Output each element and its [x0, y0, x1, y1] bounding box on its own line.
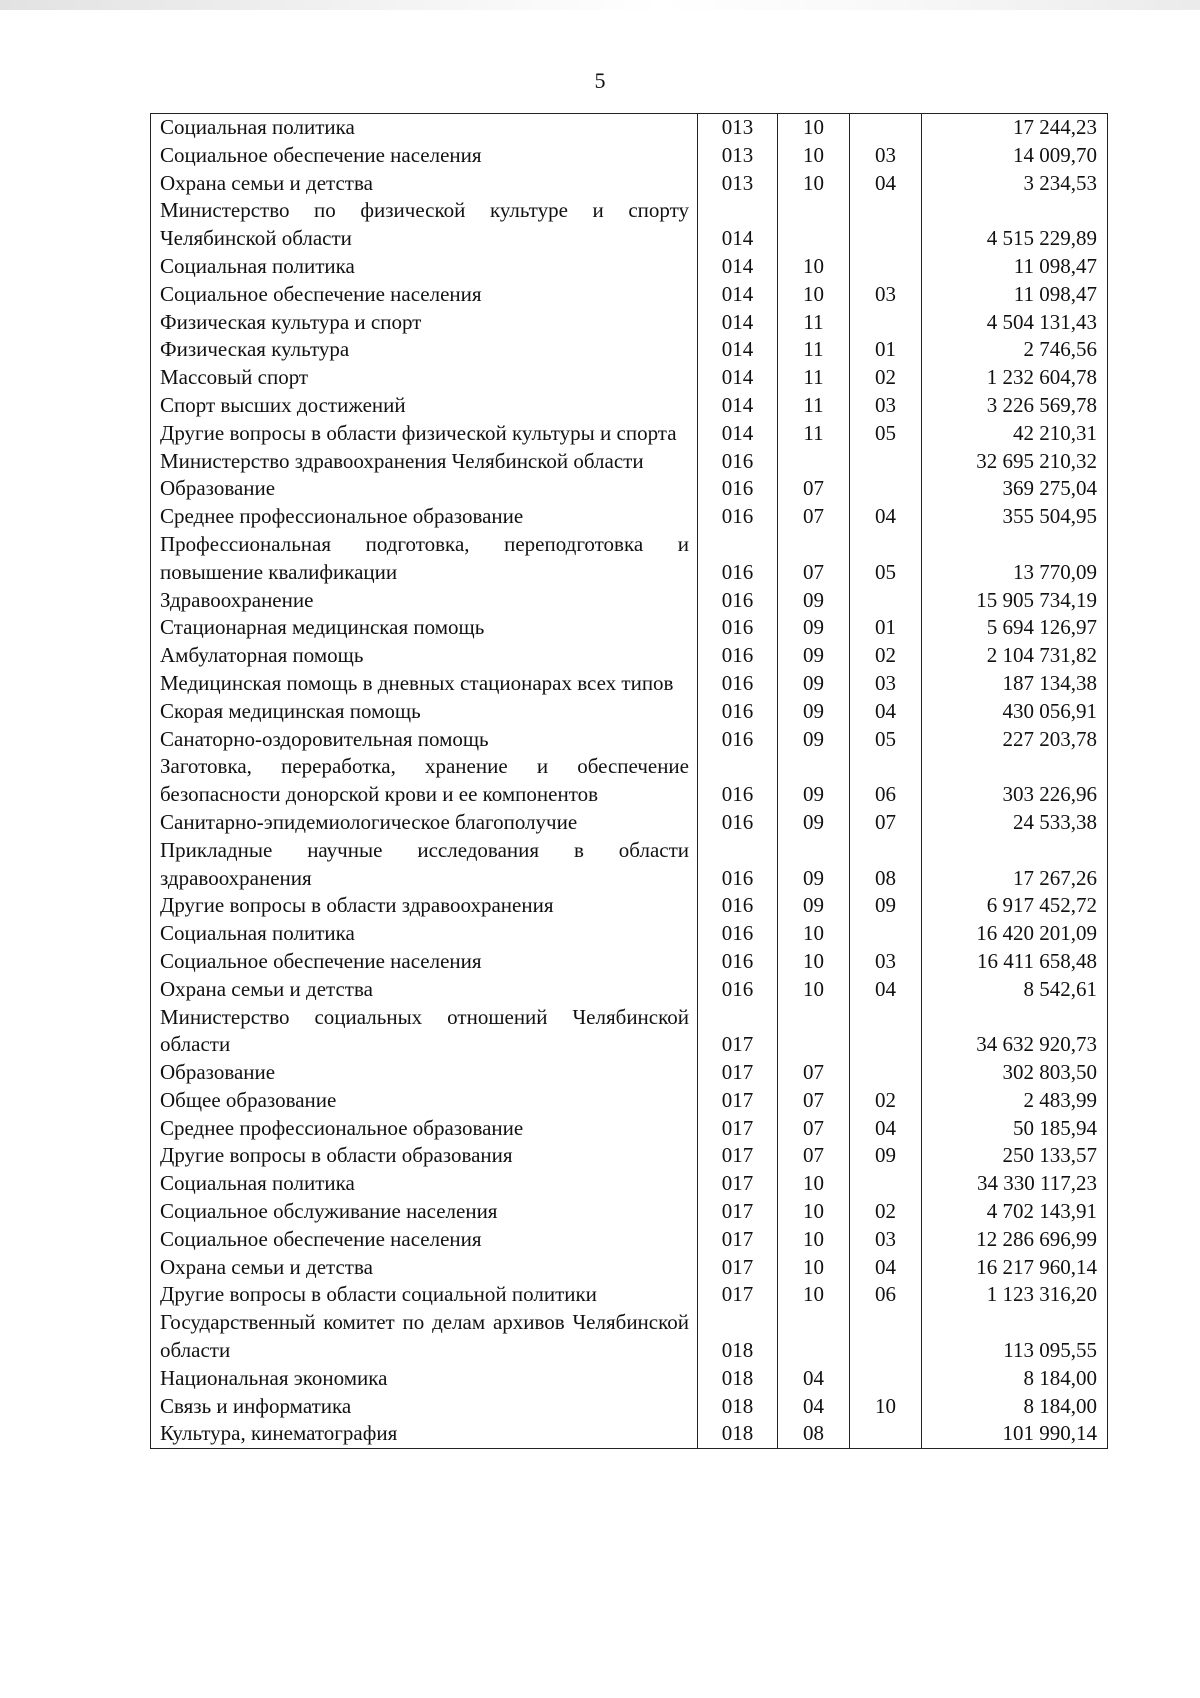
budget-table: [150, 113, 1108, 1449]
row-code: 017: [698, 1281, 778, 1309]
table-row: [151, 1393, 1108, 1421]
row-amount: 8 542,61: [922, 976, 1108, 1004]
row-name: [151, 837, 698, 893]
table-row: [151, 114, 1108, 142]
row-name-text: Социальное обеспечение населения: [160, 1226, 482, 1251]
row-section: 04: [778, 1393, 850, 1421]
row-code: 017: [698, 1115, 778, 1143]
row-amount: 16 411 658,48: [922, 948, 1108, 976]
row-code: 013: [698, 142, 778, 170]
row-amount: 1 123 316,20: [922, 1281, 1108, 1309]
row-amount: 3 234,53: [922, 170, 1108, 198]
table-row: [151, 1170, 1108, 1198]
row-section: 10: [778, 1226, 850, 1254]
row-subsection: 04: [850, 1254, 922, 1282]
row-amount: 101 990,14: [922, 1420, 1108, 1448]
row-name-text: Стационарная медицинская помощь: [160, 615, 485, 640]
row-name-text: Социальная политика: [160, 1171, 355, 1196]
row-amount: 15 905 734,19: [922, 587, 1108, 615]
row-subsection: [850, 1365, 922, 1393]
row-name: [151, 1393, 698, 1421]
table-row: [151, 1309, 1108, 1365]
row-name: [151, 642, 698, 670]
row-amount: 302 803,50: [922, 1059, 1108, 1087]
row-code: 017: [698, 1170, 778, 1198]
row-subsection: [850, 1170, 922, 1198]
row-subsection: 03: [850, 392, 922, 420]
row-name: [151, 1226, 698, 1254]
row-name: [151, 976, 698, 1004]
row-name-text: Связь и информатика: [160, 1393, 352, 1418]
row-amount: 17 267,26: [922, 837, 1108, 893]
row-name: [151, 892, 698, 920]
table-row: [151, 698, 1108, 726]
row-amount: 13 770,09: [922, 531, 1108, 587]
table-row: [151, 1142, 1108, 1170]
row-subsection: 04: [850, 976, 922, 1004]
row-subsection: 04: [850, 170, 922, 198]
row-code: 016: [698, 726, 778, 754]
row-name-text: Социальное обеспечение населения: [160, 948, 482, 973]
row-section: 11: [778, 336, 850, 364]
table-row: [151, 309, 1108, 337]
row-subsection: [850, 1420, 922, 1448]
row-name-text: Министерство по физической культуре и спорту Челябинской области: [160, 198, 689, 251]
row-name: [151, 1142, 698, 1170]
row-amount: 227 203,78: [922, 726, 1108, 754]
row-name: [151, 587, 698, 615]
row-subsection: [850, 309, 922, 337]
row-section: 09: [778, 837, 850, 893]
row-section: 09: [778, 614, 850, 642]
row-section: 07: [778, 503, 850, 531]
row-name-text: Образование: [160, 1060, 276, 1085]
row-code: 014: [698, 420, 778, 448]
page-number: 5: [594, 68, 606, 93]
row-name: [151, 475, 698, 503]
row-name-text: Скорая медицинская помощь: [160, 698, 421, 723]
row-name: [151, 1198, 698, 1226]
row-amount: 2 104 731,82: [922, 642, 1108, 670]
row-name: [151, 753, 698, 809]
row-amount: 16 420 201,09: [922, 920, 1108, 948]
row-amount: 250 133,57: [922, 1142, 1108, 1170]
row-section: 10: [778, 281, 850, 309]
table-row: [151, 753, 1108, 809]
row-amount: 8 184,00: [922, 1393, 1108, 1421]
row-section: 09: [778, 753, 850, 809]
row-name: [151, 142, 698, 170]
row-section: 10: [778, 920, 850, 948]
row-name-text: Социальная политика: [160, 253, 355, 278]
table-row: [151, 920, 1108, 948]
row-amount: 8 184,00: [922, 1365, 1108, 1393]
row-subsection: 03: [850, 1226, 922, 1254]
row-name-text: Социальное обслуживание населения: [160, 1199, 498, 1224]
row-section: [778, 1004, 850, 1060]
row-section: 07: [778, 1115, 850, 1143]
row-code: 017: [698, 1059, 778, 1087]
row-subsection: 02: [850, 364, 922, 392]
table-row: [151, 281, 1108, 309]
row-name-text: Охрана семьи и детства: [160, 1254, 373, 1279]
row-name: [151, 281, 698, 309]
row-subsection: [850, 197, 922, 253]
row-code: 018: [698, 1365, 778, 1393]
row-subsection: 05: [850, 531, 922, 587]
row-code: 016: [698, 531, 778, 587]
row-code: 013: [698, 114, 778, 142]
row-name: [151, 197, 698, 253]
row-code: 018: [698, 1309, 778, 1365]
row-amount: 1 232 604,78: [922, 364, 1108, 392]
row-code: 016: [698, 642, 778, 670]
row-name: [151, 364, 698, 392]
row-section: 07: [778, 1059, 850, 1087]
table-row: [151, 336, 1108, 364]
table-row: [151, 1226, 1108, 1254]
row-amount: 34 330 117,23: [922, 1170, 1108, 1198]
row-code: 016: [698, 448, 778, 476]
row-code: 014: [698, 392, 778, 420]
row-subsection: [850, 1004, 922, 1060]
table-row: [151, 1281, 1108, 1309]
row-name-text: Профессиональная подготовка, переподготовка и повышение квалификации: [160, 531, 689, 584]
row-name: [151, 670, 698, 698]
row-amount: 11 098,47: [922, 253, 1108, 281]
row-subsection: [850, 1059, 922, 1087]
table-row: [151, 1059, 1108, 1087]
row-subsection: [850, 114, 922, 142]
row-code: 016: [698, 948, 778, 976]
row-name: [151, 531, 698, 587]
row-name-text: Министерство здравоохранения Челябинской области: [160, 448, 644, 473]
row-code: 017: [698, 1198, 778, 1226]
row-subsection: 08: [850, 837, 922, 893]
row-code: 016: [698, 976, 778, 1004]
row-section: 10: [778, 1281, 850, 1309]
row-name: [151, 392, 698, 420]
row-code: 017: [698, 1226, 778, 1254]
table-body: [151, 114, 1108, 1449]
row-section: 10: [778, 948, 850, 976]
row-section: 11: [778, 420, 850, 448]
row-name-text: Среднее профессиональное образование: [160, 504, 524, 529]
row-name-text: Охрана семьи и детства: [160, 170, 373, 195]
row-code: 016: [698, 614, 778, 642]
row-name: [151, 698, 698, 726]
table-row: [151, 614, 1108, 642]
row-amount: 430 056,91: [922, 698, 1108, 726]
table-row: [151, 170, 1108, 198]
row-amount: 2 746,56: [922, 336, 1108, 364]
row-amount: 369 275,04: [922, 475, 1108, 503]
row-name-text: Другие вопросы в области социальной политики: [160, 1282, 597, 1307]
row-subsection: 09: [850, 1142, 922, 1170]
row-section: [778, 197, 850, 253]
row-subsection: 06: [850, 1281, 922, 1309]
row-name-text: Прикладные научные исследования в области здравоохранения: [160, 837, 689, 890]
row-code: 016: [698, 587, 778, 615]
row-subsection: 07: [850, 809, 922, 837]
row-name: [151, 336, 698, 364]
row-subsection: 04: [850, 503, 922, 531]
table-row: [151, 197, 1108, 253]
row-section: [778, 448, 850, 476]
row-subsection: 02: [850, 1198, 922, 1226]
table-row: [151, 1420, 1108, 1448]
row-code: 014: [698, 364, 778, 392]
row-section: 09: [778, 698, 850, 726]
row-code: 018: [698, 1420, 778, 1448]
row-amount: 11 098,47: [922, 281, 1108, 309]
row-name-text: Общее образование: [160, 1087, 337, 1112]
table-row: [151, 726, 1108, 754]
row-code: 016: [698, 892, 778, 920]
row-name-text: Образование: [160, 476, 276, 501]
row-subsection: [850, 253, 922, 281]
table-row: [151, 1254, 1108, 1282]
row-amount: 303 226,96: [922, 753, 1108, 809]
row-section: 10: [778, 114, 850, 142]
row-subsection: 09: [850, 892, 922, 920]
row-amount: 34 632 920,73: [922, 1004, 1108, 1060]
row-section: 10: [778, 1170, 850, 1198]
row-name-text: Социальная политика: [160, 921, 355, 946]
scan-edge-artifact: [0, 0, 1200, 10]
row-code: 017: [698, 1087, 778, 1115]
row-name-text: Национальная экономика: [160, 1365, 388, 1390]
table-row: [151, 253, 1108, 281]
table-row: [151, 1087, 1108, 1115]
row-subsection: [850, 920, 922, 948]
row-section: 11: [778, 392, 850, 420]
row-amount: 14 009,70: [922, 142, 1108, 170]
row-code: 014: [698, 336, 778, 364]
row-subsection: 02: [850, 1087, 922, 1115]
row-code: 016: [698, 698, 778, 726]
row-code: 017: [698, 1254, 778, 1282]
row-section: 10: [778, 1198, 850, 1226]
row-subsection: 01: [850, 336, 922, 364]
table-row: [151, 392, 1108, 420]
row-name-text: Массовый спорт: [160, 365, 309, 390]
row-subsection: 05: [850, 726, 922, 754]
row-section: 11: [778, 364, 850, 392]
row-code: 016: [698, 503, 778, 531]
row-name: [151, 1281, 698, 1309]
row-name-text: Физическая культура: [160, 337, 350, 362]
row-subsection: 02: [850, 642, 922, 670]
table-row: [151, 1198, 1108, 1226]
row-section: 09: [778, 642, 850, 670]
table-row: [151, 837, 1108, 893]
row-amount: 187 134,38: [922, 670, 1108, 698]
table-row: [151, 1115, 1108, 1143]
row-name: [151, 614, 698, 642]
row-name-text: Среднее профессиональное образование: [160, 1115, 524, 1140]
row-amount: 355 504,95: [922, 503, 1108, 531]
row-name-text: Спорт высших достижений: [160, 392, 406, 417]
row-code: 016: [698, 475, 778, 503]
row-section: 07: [778, 1087, 850, 1115]
row-name: [151, 1087, 698, 1115]
row-name-text: Физическая культура и спорт: [160, 309, 422, 334]
row-section: 09: [778, 726, 850, 754]
row-section: 10: [778, 976, 850, 1004]
row-name: [151, 253, 698, 281]
row-name: [151, 114, 698, 142]
table-row: [151, 809, 1108, 837]
row-name-text: Культура, кинематография: [160, 1421, 398, 1446]
row-name-text: Санитарно-эпидемиологическое благополучие: [160, 809, 578, 834]
row-subsection: 06: [850, 753, 922, 809]
row-name: [151, 948, 698, 976]
row-amount: 113 095,55: [922, 1309, 1108, 1365]
row-name-text: Другие вопросы в области образования: [160, 1143, 513, 1168]
row-section: [778, 1309, 850, 1365]
row-code: 016: [698, 753, 778, 809]
table-row: [151, 976, 1108, 1004]
row-code: 016: [698, 920, 778, 948]
table-row: [151, 142, 1108, 170]
row-amount: 42 210,31: [922, 420, 1108, 448]
table-row: [151, 892, 1108, 920]
row-section: 09: [778, 892, 850, 920]
row-subsection: 10: [850, 1393, 922, 1421]
row-name: [151, 920, 698, 948]
row-name-text: Социальное обеспечение населения: [160, 281, 482, 306]
row-code: 016: [698, 670, 778, 698]
row-amount: 4 702 143,91: [922, 1198, 1108, 1226]
row-name: [151, 448, 698, 476]
row-name: [151, 1115, 698, 1143]
row-name: [151, 503, 698, 531]
table-row: [151, 587, 1108, 615]
row-name-text: Здравоохранение: [160, 587, 314, 612]
table-row: [151, 642, 1108, 670]
row-subsection: [850, 587, 922, 615]
row-code: 013: [698, 170, 778, 198]
table-row: [151, 670, 1108, 698]
row-name: [151, 1254, 698, 1282]
row-section: 11: [778, 309, 850, 337]
row-subsection: 01: [850, 614, 922, 642]
row-amount: 3 226 569,78: [922, 392, 1108, 420]
row-name: [151, 1059, 698, 1087]
row-name-text: Другие вопросы в области физической культуры и спорта: [160, 420, 677, 445]
row-section: 07: [778, 475, 850, 503]
row-section: 09: [778, 670, 850, 698]
row-amount: 2 483,99: [922, 1087, 1108, 1115]
row-amount: 4 515 229,89: [922, 197, 1108, 253]
row-section: 10: [778, 142, 850, 170]
row-name-text: Амбулаторная помощь: [160, 643, 364, 668]
row-section: 10: [778, 170, 850, 198]
row-name-text: Другие вопросы в области здравоохранения: [160, 893, 554, 918]
row-amount: 17 244,23: [922, 114, 1108, 142]
row-section: 09: [778, 587, 850, 615]
row-subsection: 03: [850, 281, 922, 309]
row-code: 014: [698, 197, 778, 253]
row-name: [151, 726, 698, 754]
row-subsection: [850, 1309, 922, 1365]
row-amount: 16 217 960,14: [922, 1254, 1108, 1282]
row-name: [151, 1170, 698, 1198]
row-name-text: Социальное обеспечение населения: [160, 142, 482, 167]
row-name-text: Государственный комитет по делам архивов Челябинской области: [160, 1310, 689, 1363]
row-amount: 32 695 210,32: [922, 448, 1108, 476]
row-subsection: 03: [850, 142, 922, 170]
row-section: 07: [778, 531, 850, 587]
row-name-text: Заготовка, переработка, хранение и обеспечение безопасности донорской крови и ее компонентов: [160, 754, 689, 807]
row-section: 10: [778, 253, 850, 281]
row-name: [151, 809, 698, 837]
row-code: 014: [698, 281, 778, 309]
row-code: 018: [698, 1393, 778, 1421]
row-amount: 24 533,38: [922, 809, 1108, 837]
row-name: [151, 1365, 698, 1393]
row-section: 04: [778, 1365, 850, 1393]
row-name-text: Министерство социальных отношений Челябинской области: [160, 1004, 689, 1057]
row-code: 017: [698, 1142, 778, 1170]
row-subsection: 03: [850, 670, 922, 698]
row-subsection: 04: [850, 1115, 922, 1143]
row-subsection: [850, 448, 922, 476]
row-code: 016: [698, 809, 778, 837]
table-row: [151, 364, 1108, 392]
table-row: [151, 1004, 1108, 1060]
table-row: [151, 420, 1108, 448]
row-section: 10: [778, 1254, 850, 1282]
row-name-text: Медицинская помощь в дневных стационарах всех типов: [160, 670, 674, 695]
row-name: [151, 1309, 698, 1365]
table-row: [151, 475, 1108, 503]
table-row: [151, 531, 1108, 587]
row-name: [151, 1420, 698, 1448]
row-section: 08: [778, 1420, 850, 1448]
row-subsection: 04: [850, 698, 922, 726]
row-amount: 5 694 126,97: [922, 614, 1108, 642]
row-subsection: 05: [850, 420, 922, 448]
row-subsection: [850, 475, 922, 503]
row-name-text: Социальная политика: [160, 115, 355, 139]
row-amount: 6 917 452,72: [922, 892, 1108, 920]
row-name: [151, 1004, 698, 1060]
table-row: [151, 448, 1108, 476]
row-name: [151, 170, 698, 198]
table-row: [151, 1365, 1108, 1393]
row-name-text: Санаторно-оздоровительная помощь: [160, 726, 489, 751]
table-row: [151, 503, 1108, 531]
row-amount: 12 286 696,99: [922, 1226, 1108, 1254]
row-code: 016: [698, 837, 778, 893]
row-amount: 4 504 131,43: [922, 309, 1108, 337]
row-name: [151, 309, 698, 337]
row-section: 09: [778, 809, 850, 837]
row-code: 014: [698, 309, 778, 337]
row-name: [151, 420, 698, 448]
row-name-text: Охрана семьи и детства: [160, 976, 373, 1001]
row-section: 07: [778, 1142, 850, 1170]
row-subsection: 03: [850, 948, 922, 976]
row-code: 014: [698, 253, 778, 281]
row-code: 017: [698, 1004, 778, 1060]
table-row: [151, 948, 1108, 976]
row-amount: 50 185,94: [922, 1115, 1108, 1143]
